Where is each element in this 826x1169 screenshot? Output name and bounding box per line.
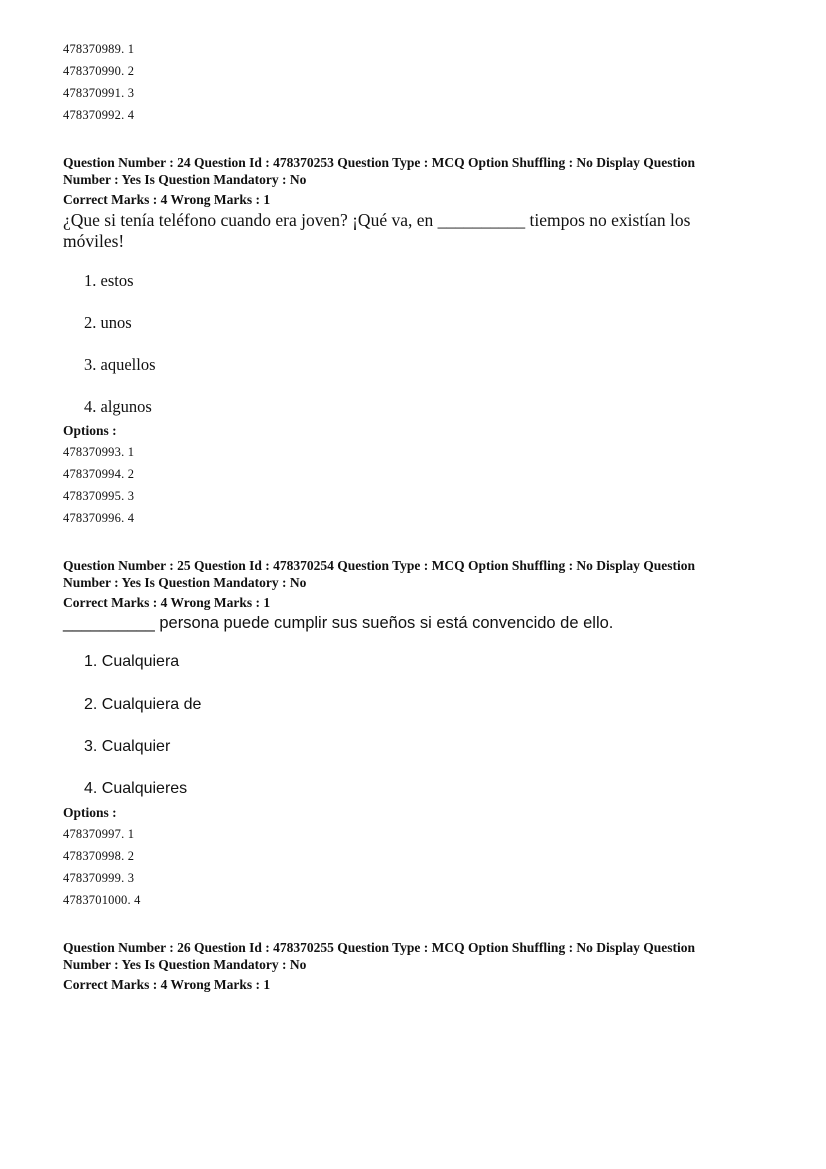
question-24-options-label: Options :: [63, 423, 117, 438]
question-25-options-label: Options :: [63, 805, 117, 820]
question-24-meta-line2: Number : Yes Is Question Mandatory : No: [63, 172, 307, 187]
option-id: 478370989: [63, 42, 122, 56]
question-25-choice-4: 4. Cualquieres: [84, 780, 188, 797]
option-id: 478370998: [63, 849, 122, 863]
option-row: 4783701000. 4: [63, 893, 141, 907]
option-number: 1: [127, 42, 135, 56]
option-number: 3: [127, 871, 135, 885]
question-24-choice-3: 3. aquellos: [84, 355, 156, 374]
option-row: 478370992. 4: [63, 108, 135, 122]
option-row: 478370996. 4: [63, 511, 135, 525]
question-24-choice-4: 4. algunos: [84, 397, 152, 416]
option-number: 2: [127, 849, 135, 863]
question-25-choice-2: 2. Cualquiera de: [84, 696, 202, 713]
option-id: 478370997: [63, 827, 122, 841]
option-number: 4: [134, 893, 141, 907]
question-24-choice-2: 2. unos: [84, 313, 132, 332]
question-26-meta-line1: Question Number : 26 Question Id : 478370255 Question Type : MCQ Option Shuffling : No Display Question: [63, 940, 695, 955]
option-id: 478370993: [63, 445, 122, 459]
option-row: 478370999. 3: [63, 871, 135, 885]
question-25-choice-1: 1. Cualquiera: [84, 653, 180, 670]
option-id: 478370990: [63, 64, 122, 78]
question-24-text-line1: ¿Que si tenía teléfono cuando era joven? ¡Qué va, en __________ tiempos no existían los: [63, 210, 691, 230]
option-row: 478370993. 1: [63, 445, 135, 459]
question-24-marks: Correct Marks : 4 Wrong Marks : 1: [63, 192, 271, 207]
option-id: 478370999: [63, 871, 122, 885]
option-row: 478370989. 1: [63, 42, 135, 56]
option-row: 478370997. 1: [63, 827, 135, 841]
option-row: 478370994. 2: [63, 467, 135, 481]
option-id: 478370991: [63, 86, 122, 100]
option-number: 1: [127, 827, 135, 841]
option-number: 2: [127, 467, 135, 481]
option-row: 478370990. 2: [63, 64, 135, 78]
option-number: 1: [127, 445, 135, 459]
option-number: 3: [127, 86, 135, 100]
option-id: 478370995: [63, 489, 122, 503]
question-24-meta-line1: Question Number : 24 Question Id : 478370253 Question Type : MCQ Option Shuffling : No Display Question: [63, 155, 695, 170]
option-id: 478370994: [63, 467, 122, 481]
option-row: 478370991. 3: [63, 86, 135, 100]
option-number: 4: [127, 511, 135, 525]
option-number: 4: [127, 108, 135, 122]
question-26-meta-line2: Number : Yes Is Question Mandatory : No: [63, 957, 307, 972]
question-25-meta-line1: Question Number : 25 Question Id : 478370254 Question Type : MCQ Option Shuffling : No Display Question: [63, 558, 695, 573]
question-24-choice-1: 1. estos: [84, 271, 134, 290]
option-row: 478370995. 3: [63, 489, 135, 503]
question-25-marks: Correct Marks : 4 Wrong Marks : 1: [63, 595, 271, 610]
question-25-choice-3: 3. Cualquier: [84, 738, 171, 755]
option-id: 478370996: [63, 511, 122, 525]
question-26-marks: Correct Marks : 4 Wrong Marks : 1: [63, 977, 271, 992]
option-id: 4783701000: [63, 893, 128, 907]
question-24-text-line2: móviles!: [63, 231, 125, 251]
option-number: 3: [127, 489, 135, 503]
question-25-meta-line2: Number : Yes Is Question Mandatory : No: [63, 575, 307, 590]
option-row: 478370998. 2: [63, 849, 135, 863]
option-number: 2: [127, 64, 135, 78]
question-25-text-line1: __________ persona puede cumplir sus sueños si está convencido de ello.: [63, 614, 614, 632]
option-id: 478370992: [63, 108, 122, 122]
